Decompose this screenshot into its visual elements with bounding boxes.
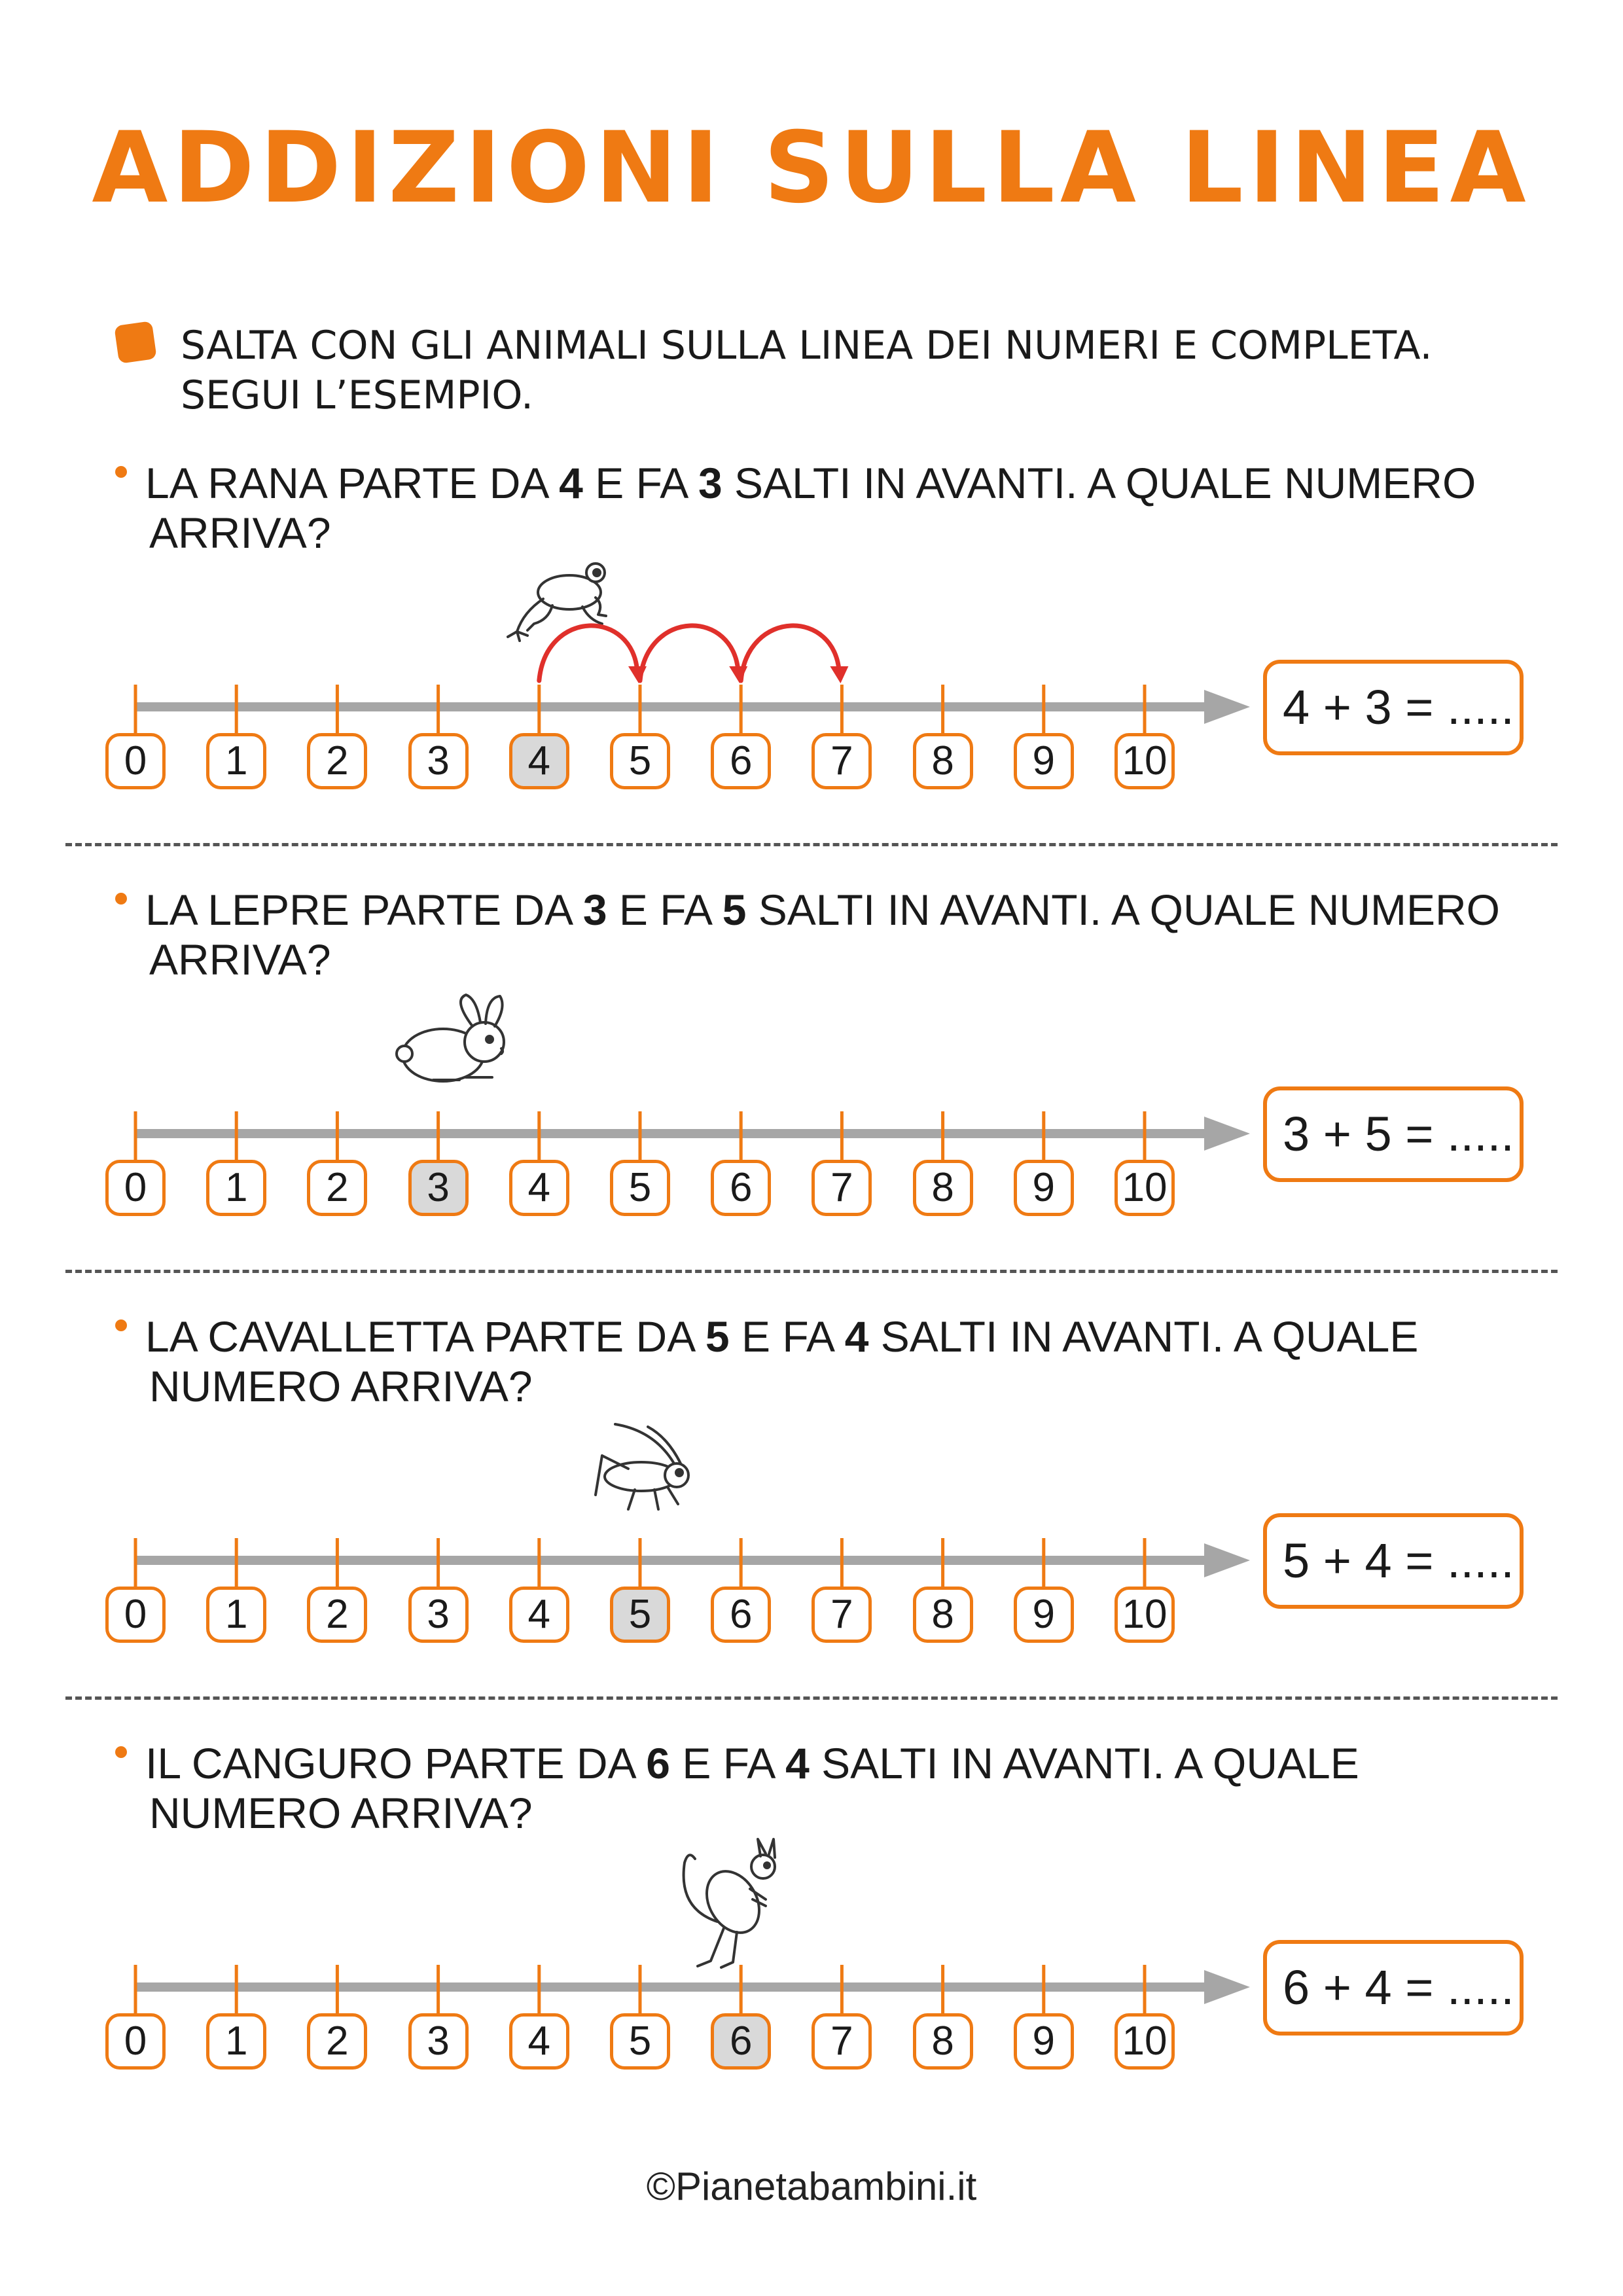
jump-arrowhead-icon	[830, 666, 848, 683]
jump-count: 4	[785, 1739, 810, 1787]
number-box: 8	[913, 1587, 973, 1643]
jump-count: 5	[722, 886, 747, 934]
number-box: 8	[913, 1160, 973, 1216]
number-box: 10	[1115, 733, 1175, 789]
number-box: 6	[711, 1587, 771, 1643]
exercise-3	[0, 1312, 1623, 1737]
start-number: 6	[646, 1739, 671, 1787]
question-text: E FA	[607, 886, 722, 934]
number-box: 2	[307, 2013, 367, 2070]
instruction-marker-icon	[114, 321, 157, 364]
number-box: 1	[206, 733, 266, 789]
question-text: E FA	[670, 1739, 786, 1787]
question-text: LA LEPRE PARTE DA	[145, 886, 583, 934]
question-line-2: ARRIVA?	[149, 509, 331, 557]
number-box: 0	[105, 1587, 166, 1643]
jump-arc	[741, 626, 839, 681]
number-box: 9	[1014, 1587, 1074, 1643]
number-box: 10	[1115, 1160, 1175, 1216]
question-text: E FA	[582, 459, 698, 507]
number-box: 2	[307, 1587, 367, 1643]
number-box: 9	[1014, 733, 1074, 789]
jump-arc	[640, 626, 738, 681]
question-line-2: NUMERO ARRIVA?	[149, 1789, 533, 1837]
number-box-start: 6	[711, 2013, 771, 2070]
question-line-2: ARRIVA?	[149, 935, 331, 984]
instruction-text	[181, 321, 1555, 420]
question-text: SALTI IN AVANTI. A QUALE NUMERO	[722, 459, 1476, 507]
number-box: 7	[812, 1587, 872, 1643]
question-text: SALTI IN AVANTI. A QUALE	[809, 1739, 1359, 1787]
jump-arc	[539, 626, 637, 681]
dashed-divider	[65, 843, 1558, 846]
jump-count: 4	[844, 1312, 869, 1361]
dashed-divider	[65, 1270, 1558, 1273]
dashed-divider	[65, 1696, 1558, 1700]
axis-arrow-icon	[1204, 1543, 1250, 1577]
number-box: 5	[610, 733, 670, 789]
number-box: 6	[711, 733, 771, 789]
number-box: 7	[812, 733, 872, 789]
number-box: 2	[307, 733, 367, 789]
number-box: 0	[105, 733, 166, 789]
number-box: 3	[408, 1587, 469, 1643]
number-box: 5	[610, 1160, 670, 1216]
exercise-2	[0, 885, 1623, 1310]
number-box: 4	[509, 1160, 569, 1216]
number-box: 7	[812, 2013, 872, 2070]
number-box-start: 4	[509, 733, 569, 789]
question-text: LA CAVALLETTA PARTE DA	[145, 1312, 705, 1361]
footer-credit: ©Pianetabambini.it	[646, 2164, 977, 2208]
number-box: 4	[509, 2013, 569, 2070]
instruction-line-1: SALTA CON GLI ANIMALI SULLA LINEA DEI NUMERI E COMPLETA.	[181, 323, 1433, 368]
question-text: E FA	[729, 1312, 845, 1361]
number-box: 9	[1014, 1160, 1074, 1216]
number-box: 0	[105, 1160, 166, 1216]
axis-arrow-icon	[1204, 690, 1250, 724]
question-line-2: NUMERO ARRIVA?	[149, 1362, 533, 1410]
question-text: LA RANA PARTE DA	[145, 459, 560, 507]
number-box: 1	[206, 1160, 266, 1216]
answer-box[interactable]: 5 + 4 = .....	[1263, 1513, 1524, 1609]
page-title: ADDIZIONI SULLA LINEA	[92, 111, 1531, 225]
answer-box[interactable]: 3 + 5 = .....	[1263, 1086, 1524, 1182]
number-box-start: 3	[408, 1160, 469, 1216]
exercise-4	[0, 1738, 1623, 2164]
number-box: 8	[913, 2013, 973, 2070]
number-box: 1	[206, 1587, 266, 1643]
jump-count: 3	[698, 459, 722, 507]
question-text: SALTI IN AVANTI. A QUALE	[868, 1312, 1419, 1361]
question-text: SALTI IN AVANTI. A QUALE NUMERO	[746, 886, 1501, 934]
number-box: 4	[509, 1587, 569, 1643]
number-box: 10	[1115, 1587, 1175, 1643]
axis-arrow-icon	[1204, 1970, 1250, 2004]
axis-arrow-icon	[1204, 1117, 1250, 1151]
start-number: 3	[582, 886, 607, 934]
number-box-start: 5	[610, 1587, 670, 1643]
number-box: 8	[913, 733, 973, 789]
question-text: IL CANGURO PARTE DA	[145, 1739, 647, 1787]
start-number: 4	[559, 459, 583, 507]
number-box: 6	[711, 1160, 771, 1216]
instruction-line-2: SEGUI L’ESEMPIO.	[181, 372, 534, 418]
number-box: 0	[105, 2013, 166, 2070]
number-box: 10	[1115, 2013, 1175, 2070]
number-box: 3	[408, 733, 469, 789]
answer-box[interactable]: 6 + 4 = .....	[1263, 1940, 1524, 2036]
number-box: 5	[610, 2013, 670, 2070]
number-box: 1	[206, 2013, 266, 2070]
number-box: 9	[1014, 2013, 1074, 2070]
start-number: 5	[705, 1312, 730, 1361]
number-box: 2	[307, 1160, 367, 1216]
number-box: 3	[408, 2013, 469, 2070]
number-box: 7	[812, 1160, 872, 1216]
answer-box[interactable]: 4 + 3 = .....	[1263, 660, 1524, 755]
exercise-1	[0, 458, 1623, 884]
